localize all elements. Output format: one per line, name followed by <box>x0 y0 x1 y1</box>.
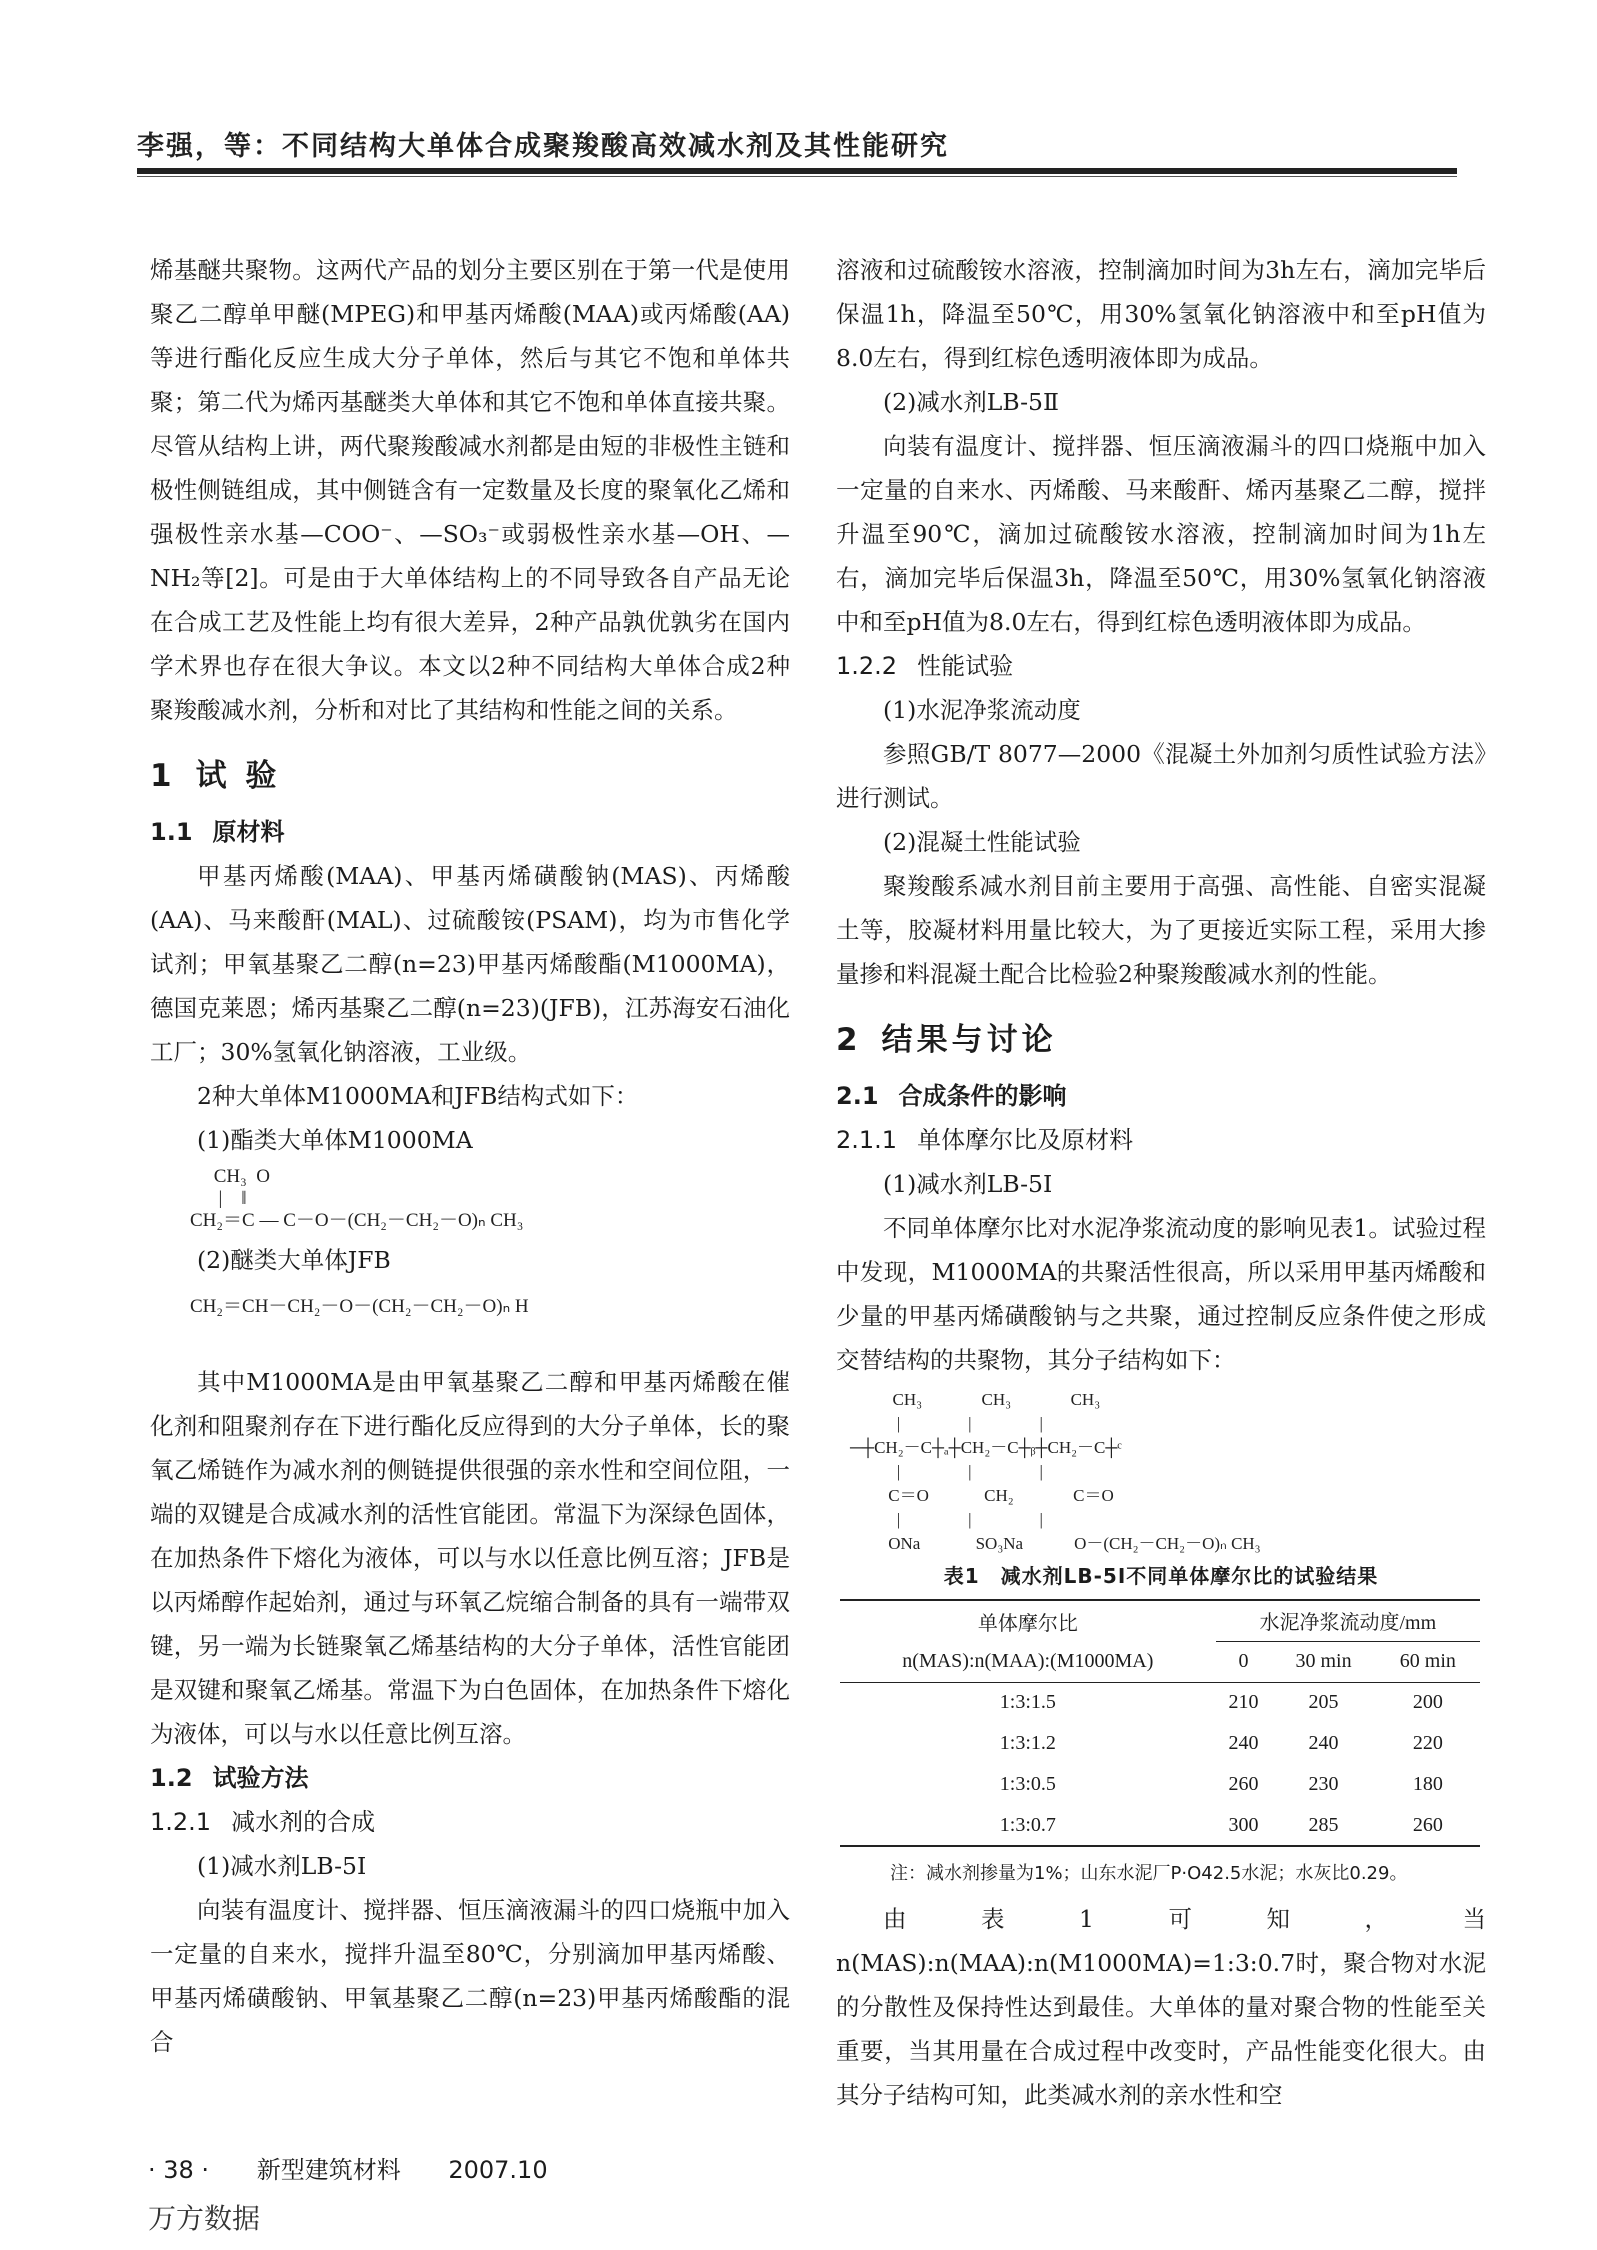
issue-date: 2007.10 <box>448 2156 548 2184</box>
paragraph: 向装有温度计、搅拌器、恒压滴液漏斗的四口烧瓶中加入一定量的自来水、丙烯酸、马来酸酐、烯丙基聚乙二醇，搅拌升温至90℃，滴加过硫酸铵水溶液，控制滴加时间为1h左右，滴加完毕后保温3h，降温至50℃，用30%氢氧化钠溶液中和至pH值为8.0左右，得到红棕色透明液体即为成品。 <box>836 432 1486 636</box>
section-number: 1 <box>150 758 176 794</box>
table-cell: 260 <box>1228 1773 1259 1795</box>
paragraph: 参照GB/T 8077—2000《混凝土外加剂匀质性试验方法》进行测试。 <box>836 740 1486 812</box>
list-item: (1)减水剂LB-5Ⅰ <box>883 1170 1053 1198</box>
subsection-number: 2.1 <box>836 1082 879 1110</box>
section-title: 结果与讨论 <box>881 1022 1057 1058</box>
paragraph: 不同单体摩尔比对水泥净浆流动度的影响见表1。试验过程中发现，M1000MA的共聚活性很高，所以采用甲基丙烯酸和少量的甲基丙烯磺酸钠与之共聚，通过控制反应条件使之形成交替结构的共聚物，其分子结构如下： <box>836 1214 1486 1374</box>
subsection-title: 试验方法 <box>212 1764 309 1792</box>
table-row <box>840 1723 1480 1764</box>
chemical-formula-m1000ma: CH₃ O | ‖ CH₂＝C — C－O－(CH₂－CH₂－O)ₙ CH₃ <box>190 1166 524 1231</box>
journal-name: 新型建筑材料 <box>256 2156 401 2184</box>
subsubsection-heading <box>150 1800 790 1844</box>
watermark: 万方数据 <box>148 2202 261 2235</box>
page-number: · 38 · <box>148 2156 210 2184</box>
paragraph: 烯基醚共聚物。这两代产品的划分主要区别在于第一代是使用聚乙二醇单甲醚(MPEG)和甲基丙烯酸(MAA)或丙烯酸(AA)等进行酯化反应生成大分子单体，然后与其它不饱和单体共聚；第二代为烯丙基醚类大单体和其它不饱和单体直接共聚。尽管从结构上讲，两代聚羧酸减水剂都是由短的非极性主链和极性侧链组成，其中侧链含有一定数量及长度的聚氧化乙烯和强极性亲水基—COO⁻、—SO₃⁻或弱极性亲水基—OH、—NH₂等[2]。可是由于大单体结构上的不同导致各自产品无论在合成工艺及性能上均有很大差异，2种产品孰优孰劣在国内学术界也存在很大争议。本文以2种不同结构大单体合成2种聚羧酸减水剂，分析和对比了其结构和性能之间的关系。 <box>150 256 790 724</box>
right-column <box>836 248 1486 2117</box>
table-cell: 1:3:0.7 <box>840 1805 1216 1846</box>
table-header-cell: 60 min <box>1376 1641 1480 1682</box>
list-item: (1)酯类大单体M1000MA <box>197 1126 473 1154</box>
table-cell: 180 <box>1412 1773 1443 1795</box>
header-rule-thin <box>137 176 1457 177</box>
paragraph: 2种大单体M1000MA和JFB结构式如下： <box>197 1082 639 1110</box>
subsubsection-title: 性能试验 <box>917 652 1014 680</box>
table-row <box>840 1805 1480 1846</box>
table-note: 注：减水剂掺量为1%；山东水泥厂P·O42.5水泥；水灰比0.29。 <box>890 1863 1408 1884</box>
header-rule <box>137 168 1457 174</box>
polymer-structure-formula: CH₃ CH₃ CH₃ | | | ─┼CH₂－C┼ₐ┼CH₂－C┼ᵦ┼CH₂－C┼ᶜ | | | C＝O CH₂ C＝O | | | ONa SO₃Na O－(CH₂－CH₂－O)ₙ CH₃ <box>850 1390 1261 1553</box>
subsection-heading <box>150 810 790 854</box>
list-item: (2)混凝土性能试验 <box>883 828 1081 856</box>
subsection-heading <box>836 1074 1486 1118</box>
page-footer <box>148 2150 588 2185</box>
table-cell: 240 <box>1308 1732 1339 1754</box>
paragraph: 甲基丙烯酸(MAA)、甲基丙烯磺酸钠(MAS)、丙烯酸(AA)、马来酸酐(MAL)、过硫酸铵(PSAM)，均为市售化学试剂；甲氧基聚乙二醇(n=23)甲基丙烯酸酯(M1000MA)，德国克莱恩；烯丙基聚乙二醇(n=23)(JFB)，江苏海安石油化工厂；30%氢氧化钠溶液，工业级。 <box>150 862 790 1066</box>
table-cell: 1:3:0.5 <box>999 1773 1056 1795</box>
subsection-title: 原材料 <box>212 818 285 846</box>
table-cell: 240 <box>1228 1732 1259 1754</box>
table-cell: 205 <box>1308 1691 1339 1714</box>
subsubsection-heading <box>836 1118 1486 1162</box>
subsection-number: 1.2 <box>150 1764 193 1792</box>
left-column <box>150 248 790 2064</box>
section-title: 试 验 <box>195 758 281 794</box>
chemical-formula-jfb: CH₂＝CH－CH₂－O－(CH₂－CH₂－O)ₙ H <box>190 1296 529 1317</box>
table-cell: 230 <box>1308 1773 1339 1795</box>
subsection-heading <box>150 1756 790 1800</box>
section-number: 2 <box>836 1022 862 1058</box>
paragraph: 向装有温度计、搅拌器、恒压滴液漏斗的四口烧瓶中加入一定量的自来水，搅拌升温至80℃，分别滴加甲基丙烯酸、甲基丙烯磺酸钠、甲氧基聚乙二醇(n=23)甲基丙烯酸酯的混合 <box>150 1896 790 2056</box>
paragraph: 由表1可知，当n(MAS):n(MAA):n(M1000MA)=1:3:0.7时，聚合物对水泥的分散性及保持性达到最佳。大单体的量对聚合物的性能至关重要，当其用量在合成过程中改变时，产品性能变化很大。由其分子结构可知，此类减水剂的亲水性和空 <box>836 1905 1486 2109</box>
table-caption: 表1 减水剂LB-5Ⅰ不同单体摩尔比的试验结果 <box>943 1564 1379 1588</box>
list-item: (2)醚类大单体JFB <box>197 1246 391 1274</box>
table-cell: 200 <box>1412 1691 1443 1714</box>
table-row <box>840 1682 1480 1723</box>
subsubsection-heading <box>836 644 1486 688</box>
subsubsection-title: 单体摩尔比及原材料 <box>917 1126 1134 1154</box>
table-cell: 300 <box>1216 1805 1272 1846</box>
subsubsection-title: 减水剂的合成 <box>231 1808 376 1836</box>
section-heading <box>150 754 790 798</box>
section-heading <box>836 1018 1486 1062</box>
list-item: (1)水泥净浆流动度 <box>883 696 1081 724</box>
list-item: (2)减水剂LB-5Ⅱ <box>883 388 1059 416</box>
table-cell: 1:3:1.5 <box>999 1691 1056 1714</box>
table-cell: 260 <box>1376 1805 1480 1846</box>
subsection-title: 合成条件的影响 <box>898 1082 1067 1110</box>
table-row <box>840 1764 1480 1805</box>
subsubsection-number: 1.2.1 <box>150 1808 212 1836</box>
table-cell: 220 <box>1412 1732 1443 1754</box>
table-header-cell: 30 min <box>1271 1641 1375 1682</box>
results-table <box>840 1599 1480 1847</box>
table-header-group: 水泥净浆流动度/mm <box>1216 1600 1480 1641</box>
table-header-cell: n(MAS):n(MAA):(M1000MA) <box>840 1641 1216 1682</box>
subsubsection-number: 2.1.1 <box>836 1126 898 1154</box>
paragraph: 其中M1000MA是由甲氧基聚乙二醇和甲基丙烯酸在催化剂和阻聚剂存在下进行酯化反应得到的大分子单体，长的聚氧乙烯链作为减水剂的侧链提供很强的亲水性和空间位阻，一端的双键是合成减水剂的活性官能团。常温下为深绿色固体，在加热条件下熔化为液体，可以与水以任意比例互溶；JFB是以丙烯醇作起始剂，通过与环氧乙烷缩合制备的具有一端带双键，另一端为长链聚氧乙烯基结构的大分子单体，活性官能团是双键和聚氧乙烯基。常温下为白色固体，在加热条件下熔化为液体，可以与水以任意比例互溶。 <box>150 1368 790 1748</box>
table-header-cell: 单体摩尔比 <box>840 1600 1216 1641</box>
paragraph: 聚羧酸系减水剂目前主要用于高强、高性能、自密实混凝土等，胶凝材料用量比较大，为了更接近实际工程，采用大掺量掺和料混凝土配合比检验2种聚羧酸减水剂的性能。 <box>836 872 1486 988</box>
list-item: (1)减水剂LB-5Ⅰ <box>197 1852 367 1880</box>
table-cell: 1:3:1.2 <box>999 1732 1056 1754</box>
running-header: 李强，等：不同结构大单体合成聚羧酸高效减水剂及其性能研究 <box>137 131 949 162</box>
subsubsection-number: 1.2.2 <box>836 652 898 680</box>
subsection-number: 1.1 <box>150 818 193 846</box>
paragraph: 溶液和过硫酸铵水溶液，控制滴加时间为3h左右，滴加完毕后保温1h，降温至50℃，用30%氢氧化钠溶液中和至pH值为8.0左右，得到红棕色透明液体即为成品。 <box>836 256 1486 372</box>
table-cell: 210 <box>1228 1691 1259 1714</box>
table-header-cell: 0 <box>1216 1641 1272 1682</box>
table-cell: 285 <box>1271 1805 1375 1846</box>
